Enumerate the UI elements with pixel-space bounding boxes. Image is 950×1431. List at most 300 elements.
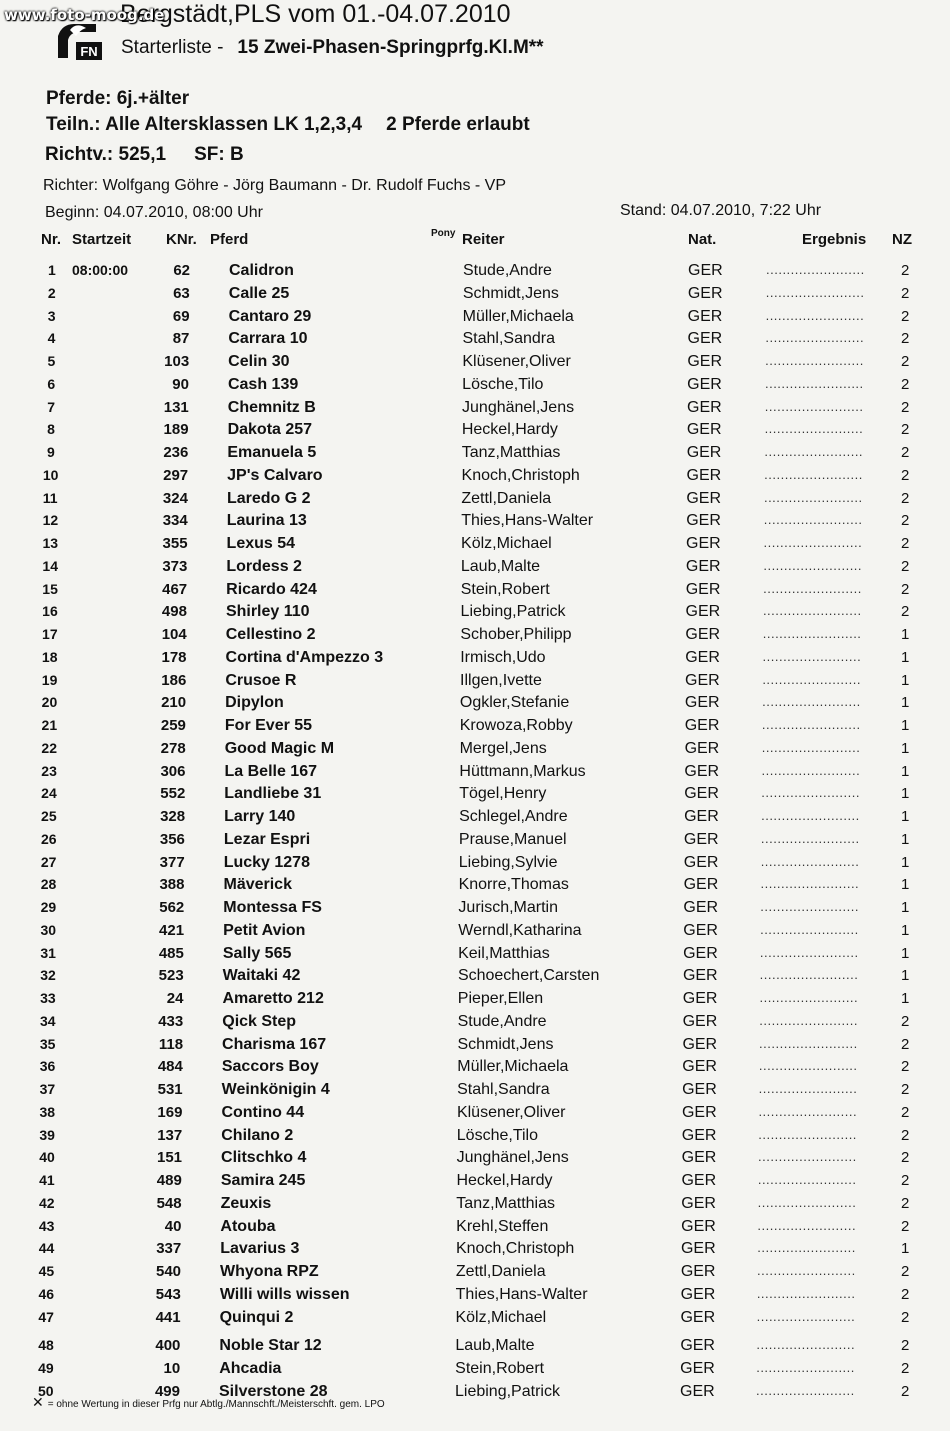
row-rider: Liebing,Patrick <box>460 603 566 621</box>
row-nz: 1 <box>901 762 910 780</box>
row-nr: 38 <box>39 1103 56 1120</box>
row-horse: Landliebe 31 <box>224 785 322 803</box>
row-horse: Cash 139 <box>227 375 299 393</box>
row-knr: 306 <box>160 762 186 780</box>
row-nat: GER <box>681 1103 717 1121</box>
row-knr: 297 <box>163 466 189 484</box>
table-row <box>0 717 950 739</box>
row-rider: Schmidt,Jens <box>457 1035 554 1053</box>
row-rider: Schlegel,Andre <box>459 808 568 825</box>
row-nr: 50 <box>38 1382 54 1399</box>
row-nat: GER <box>684 808 719 825</box>
row-nat: GER <box>688 262 723 279</box>
table-row <box>0 672 950 694</box>
row-rider: Heckel,Hardy <box>461 421 558 439</box>
row-nz: 1 <box>901 785 910 803</box>
row-nr: 21 <box>41 717 58 733</box>
row-nz: 1 <box>901 626 910 643</box>
row-result-dots: ........................ <box>763 580 862 596</box>
row-result-dots: ........................ <box>756 1337 856 1353</box>
row-nr: 43 <box>38 1217 55 1234</box>
row-horse: La Belle 167 <box>224 762 317 780</box>
row-knr: 278 <box>160 739 186 757</box>
row-result-dots: ........................ <box>758 1103 858 1119</box>
row-nr: 47 <box>38 1308 54 1325</box>
participants-info <box>46 114 530 136</box>
row-nat: GER <box>684 785 719 803</box>
row-result-dots: ........................ <box>761 808 860 823</box>
table-row <box>0 285 950 307</box>
table-row <box>0 740 950 762</box>
footer-note <box>32 1394 385 1411</box>
row-nat: GER <box>687 375 722 393</box>
row-result-dots: ........................ <box>761 717 861 732</box>
row-rider: Knorre,Thomas <box>458 876 569 894</box>
row-knr: 104 <box>161 626 187 643</box>
row-result-dots: ........................ <box>757 1172 857 1187</box>
row-nz: 1 <box>901 671 910 689</box>
row-nz: 2 <box>901 398 910 416</box>
row-rider: Liebing,Sylvie <box>458 853 558 871</box>
row-rider: Lösche,Tilo <box>462 375 544 393</box>
row-horse: Chemnitz B <box>227 398 316 416</box>
row-result-dots: ........................ <box>764 444 864 459</box>
row-nz: 2 <box>901 603 910 621</box>
row-nz: 1 <box>901 808 910 825</box>
row-horse: Lezar Espri <box>223 830 311 848</box>
row-knr: 373 <box>162 557 188 575</box>
row-result-dots: ........................ <box>759 990 859 1005</box>
row-horse: Atouba <box>220 1217 276 1235</box>
row-horse: Silverstone 28 <box>219 1382 328 1400</box>
row-nat: GER <box>683 876 719 894</box>
begin-line: Beginn: 04.07.2010, 08:00 Uhr <box>45 204 263 221</box>
row-result-dots: ........................ <box>756 1308 856 1324</box>
row-nr: 26 <box>40 830 57 847</box>
judges-line: Richter: Wolfgang Göhre - Jörg Baumann - Dr. Rudolf Fuchs - VP <box>43 177 507 194</box>
table-row <box>0 808 950 830</box>
table-row <box>0 967 950 989</box>
row-nz: 2 <box>901 1217 910 1235</box>
row-result-dots: ........................ <box>758 1058 858 1074</box>
row-nat: GER <box>685 648 720 666</box>
row-nz: 2 <box>901 580 910 598</box>
row-horse: Waitaki 42 <box>222 967 301 985</box>
row-knr: 69 <box>172 307 190 325</box>
table-row <box>0 945 950 967</box>
row-nat: GER <box>686 421 722 439</box>
row-rider: Stude,Andre <box>463 262 552 279</box>
row-nz: 2 <box>901 375 910 393</box>
row-rider: Prause,Manuel <box>458 830 567 848</box>
row-knr: 40 <box>164 1217 182 1235</box>
row-horse: Ahcadia <box>219 1360 282 1377</box>
row-nr: 40 <box>39 1149 55 1166</box>
table-row <box>0 558 950 580</box>
row-nz: 1 <box>901 967 910 985</box>
row-result-dots: ........................ <box>757 1240 856 1256</box>
guideline-info <box>45 144 244 166</box>
row-nat: GER <box>681 1126 717 1144</box>
row-knr: 562 <box>159 899 185 916</box>
row-nz: 2 <box>901 489 910 507</box>
row-horse: Dakota 257 <box>227 421 313 439</box>
row-nr: 33 <box>40 990 56 1006</box>
table-row <box>0 831 950 853</box>
row-nz: 1 <box>901 944 910 962</box>
row-horse: Cellestino 2 <box>225 626 316 643</box>
row-rider: Klüsener,Oliver <box>462 353 571 370</box>
row-knr: 24 <box>166 990 184 1007</box>
row-result-dots: ........................ <box>763 489 863 505</box>
table-row <box>0 581 950 603</box>
table-row <box>0 353 950 375</box>
row-horse: Laurina 13 <box>226 512 307 530</box>
table-row <box>0 1337 950 1359</box>
row-horse: Charisma 167 <box>222 1035 327 1053</box>
row-nr: 12 <box>42 512 59 529</box>
row-knr: 63 <box>173 284 190 302</box>
row-nat: GER <box>681 1194 716 1212</box>
row-rider: Liebing,Patrick <box>455 1382 560 1400</box>
row-rider: Tanz,Matthias <box>456 1194 556 1212</box>
status-line: Stand: 04.07.2010, 7:22 Uhr <box>620 202 822 219</box>
row-nz: 2 <box>901 1172 910 1189</box>
row-nz: 1 <box>901 830 910 848</box>
row-nz: 1 <box>901 694 910 712</box>
row-knr: 210 <box>161 694 187 712</box>
row-rider: Tanz,Matthias <box>461 444 561 461</box>
row-nz: 2 <box>901 444 910 461</box>
row-nz: 2 <box>901 284 910 302</box>
table-row <box>0 421 950 443</box>
row-nr: 13 <box>42 535 59 551</box>
table-row <box>0 1286 950 1308</box>
row-knr: 484 <box>157 1058 183 1076</box>
row-knr: 137 <box>157 1126 183 1144</box>
row-rider: Illgen,Ivette <box>460 671 542 689</box>
row-nz: 1 <box>901 899 910 916</box>
row-nr: 29 <box>40 899 57 915</box>
row-nr: 16 <box>42 603 58 620</box>
row-horse: Ricardo 424 <box>226 580 317 598</box>
row-nz: 2 <box>901 1285 910 1303</box>
table-row <box>0 1036 950 1058</box>
row-horse: Chilano 2 <box>221 1126 294 1144</box>
row-nr: 42 <box>38 1194 55 1211</box>
row-nat: GER <box>681 1217 716 1235</box>
row-rider: Hüttmann,Markus <box>459 762 586 780</box>
row-horse: Saccors Boy <box>221 1058 319 1076</box>
row-nat: GER <box>684 762 720 780</box>
row-rider: Kölz,Michael <box>455 1308 547 1326</box>
row-nz: 2 <box>901 421 910 439</box>
row-rider: Stude,Andre <box>457 1012 547 1030</box>
row-horse: Shirley 110 <box>225 603 310 621</box>
row-knr: 169 <box>157 1103 183 1121</box>
row-rider: Irmisch,Udo <box>460 648 546 666</box>
table-row <box>0 1309 950 1331</box>
row-horse: Montessa FS <box>223 899 322 916</box>
row-result-dots: ........................ <box>758 1149 857 1165</box>
table-row <box>0 1149 950 1171</box>
row-nr: 6 <box>47 375 56 392</box>
row-horse: Lexus 54 <box>226 535 296 552</box>
row-rider: Knoch,Christoph <box>461 466 580 484</box>
table-row <box>0 1081 950 1103</box>
row-result-dots: ........................ <box>762 648 862 664</box>
row-result-dots: ........................ <box>756 1382 855 1398</box>
row-nz: 2 <box>901 1012 910 1030</box>
row-knr: 189 <box>163 421 189 439</box>
row-knr: 388 <box>159 876 185 894</box>
table-row <box>0 1127 950 1149</box>
row-nat: GER <box>685 603 721 621</box>
row-nz: 2 <box>901 557 910 575</box>
row-result-dots: ........................ <box>758 1081 858 1096</box>
row-rider: Knoch,Christoph <box>455 1240 575 1258</box>
row-knr: 90 <box>172 375 189 393</box>
table-row <box>0 1058 950 1080</box>
row-result-dots: ........................ <box>761 785 860 801</box>
row-result-dots: ........................ <box>757 1217 857 1233</box>
row-rider: Müller,Michaela <box>462 307 574 325</box>
table-row <box>0 467 950 489</box>
row-rider: Schoechert,Carsten <box>457 967 600 985</box>
row-nr: 8 <box>47 421 55 438</box>
row-result-dots: ........................ <box>764 375 864 391</box>
row-rider: Werndl,Katharina <box>458 921 582 939</box>
row-horse: Carrara 10 <box>228 330 308 348</box>
row-nat: GER <box>682 1081 717 1098</box>
row-nz: 2 <box>901 466 910 484</box>
row-knr: 186 <box>161 671 187 689</box>
row-knr: 334 <box>162 512 188 530</box>
row-rider: Schober,Philipp <box>460 626 572 643</box>
row-result-dots: ........................ <box>765 330 865 346</box>
row-nr: 45 <box>38 1263 55 1279</box>
row-knr: 356 <box>159 830 185 848</box>
row-nr: 39 <box>39 1126 55 1143</box>
row-nr: 36 <box>39 1058 56 1075</box>
row-knr: 337 <box>156 1240 182 1258</box>
row-nr: 28 <box>40 876 57 893</box>
row-rider: Müller,Michaela <box>457 1058 569 1076</box>
row-horse: Mäverick <box>223 876 292 894</box>
row-nr: 14 <box>42 557 58 574</box>
row-nz: 2 <box>901 262 910 279</box>
row-nat: GER <box>682 1012 718 1030</box>
row-result-dots: ........................ <box>756 1360 855 1375</box>
row-knr: 531 <box>157 1081 183 1098</box>
col-start-time: Startzeit <box>72 231 132 248</box>
horses-allowed: 2 Pferde erlaubt <box>386 114 530 135</box>
row-knr: 151 <box>157 1149 183 1167</box>
row-nz: 2 <box>901 1360 910 1377</box>
row-result-dots: ........................ <box>757 1194 857 1210</box>
row-horse: For Ever 55 <box>224 717 313 734</box>
row-result-dots: ........................ <box>756 1285 856 1301</box>
logo-text: FN <box>80 44 98 59</box>
row-rider: Zettl,Daniela <box>455 1263 546 1280</box>
row-nr: 24 <box>41 785 57 802</box>
col-rider: Reiter <box>462 231 505 248</box>
row-result-dots: ........................ <box>762 626 862 641</box>
row-horse: JP's Calvaro <box>227 466 323 484</box>
row-result-dots: ........................ <box>762 603 862 619</box>
row-nr: 48 <box>38 1337 54 1354</box>
row-nat: GER <box>686 512 721 530</box>
table-row <box>0 1360 950 1382</box>
row-nat: GER <box>686 489 722 507</box>
subtitle-label: Starterliste - <box>121 37 224 58</box>
row-knr: 259 <box>160 717 186 734</box>
row-horse: Lucky 1278 <box>223 853 310 871</box>
row-horse: Samira 245 <box>220 1172 306 1189</box>
row-nr: 18 <box>41 648 58 665</box>
row-knr: 178 <box>161 648 187 666</box>
row-horse: Whyona RPZ <box>220 1263 319 1280</box>
row-nat: GER <box>683 899 719 916</box>
row-nr: 11 <box>42 489 58 506</box>
subtitle <box>121 37 544 59</box>
row-nr: 46 <box>38 1285 55 1302</box>
row-start-time: 08:00:00 <box>72 262 129 278</box>
row-nr: 17 <box>42 626 58 642</box>
col-horse: Pferd <box>210 231 249 248</box>
row-nr: 19 <box>41 671 58 688</box>
row-nat: GER <box>685 626 721 643</box>
row-result-dots: ........................ <box>763 535 863 550</box>
row-knr: 324 <box>162 489 188 507</box>
row-nat: GER <box>687 330 723 348</box>
col-nz: NZ <box>892 231 912 248</box>
row-horse: Weinkönigin 4 <box>221 1081 330 1098</box>
row-rider: Junghänel,Jens <box>456 1149 569 1167</box>
row-rider: Stahl,Sandra <box>462 330 556 348</box>
row-horse: Crusoe R <box>225 671 297 689</box>
table-row <box>0 899 950 921</box>
table-row <box>0 1240 950 1262</box>
row-nat: GER <box>683 830 719 848</box>
row-nr: 35 <box>39 1035 56 1052</box>
row-nr: 20 <box>41 694 58 711</box>
col-knr: KNr. <box>166 231 197 248</box>
row-result-dots: ........................ <box>760 853 860 869</box>
row-rider: Tögel,Henry <box>459 785 547 803</box>
row-result-dots: ........................ <box>763 557 863 573</box>
row-horse: Sally 565 <box>222 944 292 962</box>
row-knr: 355 <box>162 535 188 552</box>
row-nat: GER <box>686 444 722 461</box>
row-horse: Calle 25 <box>228 284 290 302</box>
row-nz: 1 <box>901 853 910 871</box>
row-nz: 1 <box>901 648 910 666</box>
row-nr: 34 <box>39 1012 56 1029</box>
row-nat: GER <box>680 1285 716 1303</box>
row-nat: GER <box>680 1382 715 1400</box>
table-row <box>0 990 950 1012</box>
row-nr: 25 <box>41 808 57 824</box>
row-nz: 1 <box>901 717 910 734</box>
row-nr: 10 <box>42 466 59 483</box>
table-row <box>0 603 950 625</box>
row-nz: 2 <box>901 1058 910 1076</box>
table-row <box>0 512 950 534</box>
row-nat: GER <box>680 1308 716 1326</box>
row-nz: 2 <box>901 353 910 370</box>
row-result-dots: ........................ <box>758 1126 857 1142</box>
row-horse: Clitschko 4 <box>221 1149 307 1167</box>
table-row <box>0 854 950 876</box>
row-nat: GER <box>685 557 721 575</box>
row-result-dots: ........................ <box>764 466 863 482</box>
row-rider: Keil,Matthias <box>458 944 550 962</box>
row-nz: 2 <box>901 1382 910 1400</box>
row-nz: 2 <box>901 1263 910 1280</box>
row-horse: Laredo G 2 <box>226 489 311 507</box>
row-knr: 62 <box>173 262 190 279</box>
row-rider: Thies,Hans-Walter <box>455 1285 588 1303</box>
row-horse: Emanuela 5 <box>227 444 317 461</box>
row-result-dots: ........................ <box>759 1035 858 1051</box>
row-nat: GER <box>681 1172 717 1189</box>
row-nz: 1 <box>901 739 910 757</box>
row-nr: 15 <box>42 580 58 597</box>
col-nr: Nr. <box>41 231 62 248</box>
row-horse: Petit Avion <box>223 921 306 939</box>
col-pony: Pony <box>431 228 456 239</box>
row-result-dots: ........................ <box>765 284 865 300</box>
no-score-mark: ✕ <box>32 1394 44 1410</box>
row-horse: Lordess 2 <box>226 557 302 575</box>
row-nat: GER <box>680 1240 716 1258</box>
footer-text: = ohne Wertung in dieser Prfg nur Abtlg./Mannschft./Meisterschft. gem. LPO <box>47 1399 385 1410</box>
row-knr: 10 <box>163 1360 181 1377</box>
row-knr: 441 <box>155 1308 181 1326</box>
row-knr: 543 <box>155 1285 181 1303</box>
row-nz: 1 <box>901 921 910 939</box>
table-row <box>0 444 950 466</box>
row-nat: GER <box>682 1035 718 1053</box>
row-nat: GER <box>681 1149 717 1167</box>
row-nr: 41 <box>39 1172 55 1188</box>
row-horse: Quinqui 2 <box>219 1308 294 1326</box>
row-nat: GER <box>684 717 720 734</box>
row-result-dots: ........................ <box>766 262 865 277</box>
row-horse: Dipylon <box>225 694 284 712</box>
row-rider: Lösche,Tilo <box>456 1126 539 1144</box>
row-horse: Qick Step <box>222 1012 297 1030</box>
row-rider: Stein,Robert <box>460 580 550 598</box>
row-nat: GER <box>686 535 721 552</box>
row-nr: 49 <box>38 1360 54 1376</box>
row-rider: Stein,Robert <box>455 1360 545 1377</box>
row-rider: Krowoza,Robby <box>459 717 573 734</box>
row-nz: 2 <box>901 1126 910 1144</box>
row-nat: GER <box>687 398 722 416</box>
table-row <box>0 490 950 512</box>
page-title: Bergstädt,PLS vom 01.-04.07.2010 <box>120 0 511 28</box>
row-nz: 2 <box>901 1308 910 1326</box>
row-horse: Calidron <box>229 262 294 279</box>
row-result-dots: ........................ <box>760 921 859 937</box>
table-row <box>0 535 950 557</box>
row-result-dots: ........................ <box>759 1012 858 1028</box>
row-nat: GER <box>682 967 718 985</box>
row-knr: 328 <box>160 808 186 825</box>
row-nz: 2 <box>901 1103 910 1121</box>
